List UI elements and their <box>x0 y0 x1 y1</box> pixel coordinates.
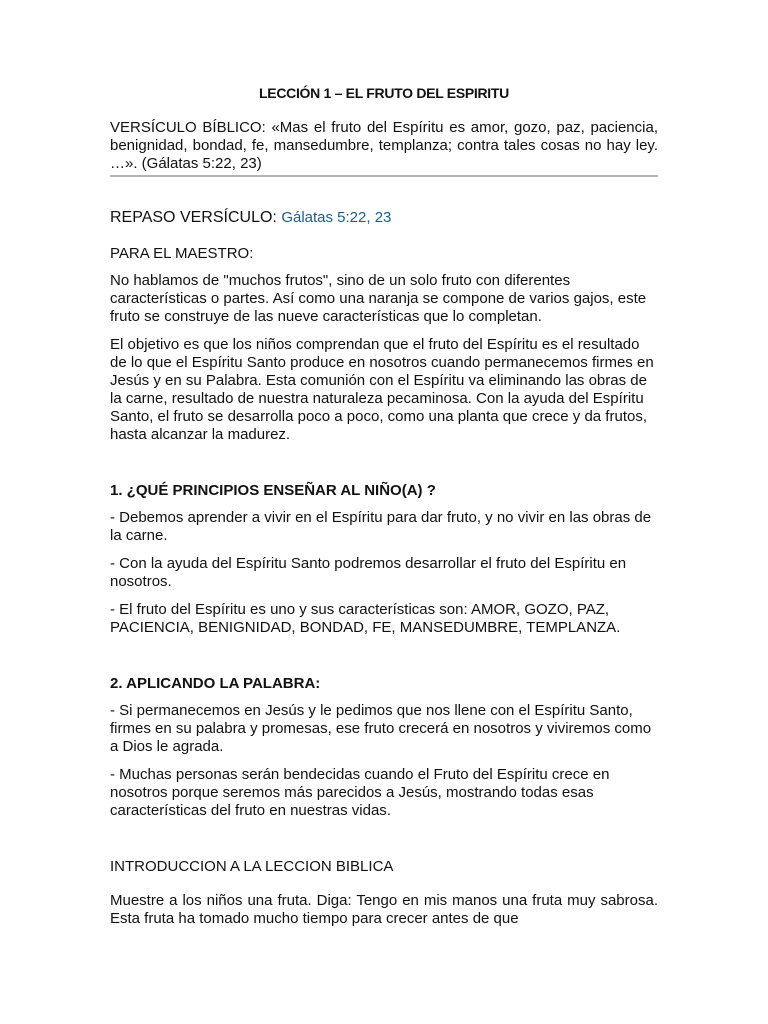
section-2-item: - Si permanecemos en Jesús y le pedimos que nos llene con el Espíritu Santo, firmes en su palabra y promesas, ese fruto crecerá en nosotros y viviremos como a Dios le agrada. <box>110 702 652 755</box>
bible-verse-label: VERSÍCULO BÍBLICO: <box>110 119 266 136</box>
bible-verse-text: «Mas el fruto del Espíritu es amor, gozo, paz, paciencia, benignidad, bondad, fe, mansedumbre, templanza; contra tales cosas no hay ley. …». (Gálatas 5:22, 23) <box>110 119 658 172</box>
introduction-heading: INTRODUCCION A LA LECCION BIBLICA <box>110 858 394 875</box>
document-page <box>110 84 658 928</box>
section-2-item: - Muchas personas serán bendecidas cuando el Fruto del Espíritu crece en nosotros porque seremos más parecidos a Jesús, mostrando todas esas características del fruto en nuestras vidas. <box>110 766 610 819</box>
bible-verse-box <box>110 119 658 177</box>
introduction-text: Muestre a los niños una fruta. Diga: Tengo en mis manos una fruta muy sabrosa. Esta fruta ha tomado mucho tiempo para crecer antes de que <box>110 892 658 927</box>
section-1-item: - El fruto del Espíritu es uno y sus características son: AMOR, GOZO, PAZ, PACIENCIA, BENIGNIDAD, BONDAD, FE, MANSEDUMBRE, TEMPLANZA. <box>110 601 621 636</box>
teacher-paragraph-2: El objetivo es que los niños comprendan que el fruto del Espíritu es el resultado de lo que el Espíritu Santo produce en nosotros cuando permanecemos firmes en Jesús y en su Palabra. Esta comunión con el Espíritu va eliminando las obras de la carne, resultado de nuestra naturaleza pecaminosa. Con la ayuda del Espíritu Santo, el fruto se desarrolla poco a poco, como una planta que crece y da frutos, hasta alcanzar la madurez. <box>110 336 654 443</box>
teacher-paragraph-1: No hablamos de "muchos frutos", sino de un solo fruto con diferentes características o partes. Así como una naranja se compone de varios gajos, este fruto se construye de las nueve características que lo completan. <box>110 272 647 325</box>
section-1-item: - Con la ayuda del Espíritu Santo podremos desarrollar el fruto del Espíritu en nosotros. <box>110 555 627 590</box>
verse-review <box>110 208 658 228</box>
teacher-heading: PARA EL MAESTRO: <box>110 245 254 262</box>
section-1-heading: 1. ¿QUÉ PRINCIPIOS ENSEÑAR AL NIÑO(A) ? <box>110 482 436 499</box>
lesson-title: LECCIÓN 1 – EL FRUTO DEL ESPIRITU <box>259 85 509 101</box>
verse-review-reference: Gálatas 5:22, 23 <box>281 209 392 226</box>
section-1-item: - Debemos aprender a vivir en el Espíritu para dar fruto, y no vivir en las obras de la carne. <box>110 509 652 544</box>
section-2-heading: 2. APLICANDO LA PALABRA: <box>110 675 321 692</box>
verse-review-label: REPASO VERSÍCULO: <box>110 209 277 226</box>
